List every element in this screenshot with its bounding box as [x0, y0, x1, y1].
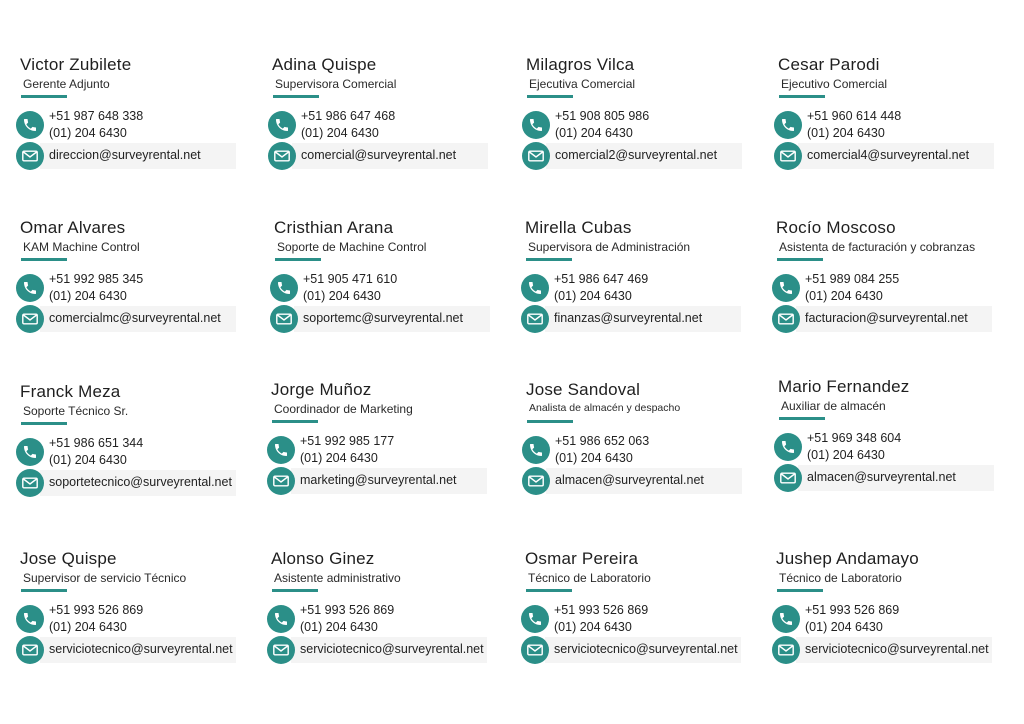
mail-icon [16, 305, 44, 333]
contact-role: Supervisora Comercial [275, 77, 397, 91]
contact-name: Osmar Pereira [525, 549, 639, 568]
contact-email[interactable]: almacen@surveyrental.net [807, 470, 956, 484]
mail-icon [16, 636, 44, 664]
contact-card [525, 218, 761, 358]
phone-icon [521, 274, 549, 302]
contact-role: Gerente Adjunto [23, 77, 110, 91]
mobile-number: +51 992 985 345 [49, 272, 144, 286]
mail-icon [16, 142, 44, 170]
contact-email[interactable]: soportemc@surveyrental.net [303, 311, 463, 325]
contact-email[interactable]: serviciotecnico@surveyrental.net [300, 642, 484, 656]
contact-card [271, 549, 507, 689]
phone-numbers [49, 435, 143, 469]
contact-name: Jorge Muñoz [271, 380, 372, 399]
phone-icon [16, 111, 44, 139]
contact-card [525, 549, 761, 689]
name-underline [21, 589, 67, 592]
name-underline [21, 95, 67, 98]
office-number: (01) 204 6430 [555, 451, 633, 465]
contact-card [776, 549, 1012, 689]
phone-numbers [303, 271, 397, 305]
contact-email[interactable]: serviciotecnico@surveyrental.net [554, 642, 738, 656]
contact-name: Cesar Parodi [778, 55, 880, 74]
phone-icon [522, 436, 550, 464]
name-underline [526, 258, 572, 261]
mobile-number: +51 989 084 255 [805, 272, 900, 286]
contact-name: Jushep Andamayo [776, 549, 919, 568]
mail-icon [268, 142, 296, 170]
mobile-number: +51 993 526 869 [300, 603, 395, 617]
contact-name: Milagros Vilca [526, 55, 635, 74]
contact-email[interactable]: serviciotecnico@surveyrental.net [805, 642, 989, 656]
mobile-number: +51 986 647 468 [301, 109, 396, 123]
name-underline [272, 420, 318, 423]
phone-icon [774, 433, 802, 461]
name-underline [21, 258, 67, 261]
mail-icon [521, 636, 549, 664]
office-number: (01) 204 6430 [49, 126, 127, 140]
contact-name: Franck Meza [20, 382, 121, 401]
contact-email[interactable]: direccion@surveyrental.net [49, 148, 201, 162]
contact-email[interactable]: facturacion@surveyrental.net [805, 311, 968, 325]
phone-icon [267, 605, 295, 633]
contact-card [526, 55, 762, 195]
contact-card [776, 218, 1012, 358]
phone-numbers [807, 430, 901, 464]
contact-email[interactable]: finanzas@surveyrental.net [554, 311, 703, 325]
office-number: (01) 204 6430 [805, 620, 883, 634]
name-underline [21, 422, 67, 425]
phone-numbers [805, 271, 899, 305]
contact-card [20, 218, 256, 358]
name-underline [273, 95, 319, 98]
mobile-number: +51 986 647 469 [554, 272, 649, 286]
contact-name: Alonso Ginez [271, 549, 375, 568]
name-underline [527, 95, 573, 98]
contact-card [778, 377, 1014, 517]
phone-icon [16, 274, 44, 302]
mobile-number: +51 986 651 344 [49, 436, 144, 450]
office-number: (01) 204 6430 [300, 620, 378, 634]
office-number: (01) 204 6430 [555, 126, 633, 140]
phone-numbers [554, 602, 648, 636]
name-underline [527, 420, 573, 423]
phone-icon [16, 605, 44, 633]
contact-email[interactable]: comercial2@surveyrental.net [555, 148, 718, 162]
contact-name: Victor Zubilete [20, 55, 132, 74]
contact-email[interactable]: soportetecnico@surveyrental.net [49, 475, 232, 489]
contact-role: Ejecutivo Comercial [781, 77, 888, 91]
mail-icon [267, 467, 295, 495]
contact-name: Jose Sandoval [526, 380, 641, 399]
mail-icon [270, 305, 298, 333]
contact-name: Cristhian Arana [274, 218, 394, 237]
office-number: (01) 204 6430 [49, 289, 127, 303]
name-underline [779, 95, 825, 98]
mobile-number: +51 960 614 448 [807, 109, 902, 123]
mobile-number: +51 987 648 338 [49, 109, 144, 123]
mobile-number: +51 969 348 604 [807, 431, 902, 445]
contact-role: Asistenta de facturación y cobranzas [779, 240, 976, 254]
office-number: (01) 204 6430 [805, 289, 883, 303]
phone-numbers [300, 602, 394, 636]
phone-icon [774, 111, 802, 139]
contact-role: Supervisor de servicio Técnico [23, 571, 187, 585]
phone-numbers [300, 433, 394, 467]
contact-card [20, 549, 256, 689]
contact-role: Soporte Técnico Sr. [23, 404, 129, 418]
name-underline [526, 589, 572, 592]
mail-icon [522, 467, 550, 495]
phone-icon [267, 436, 295, 464]
mail-icon [16, 469, 44, 497]
office-number: (01) 204 6430 [301, 126, 379, 140]
contact-email[interactable]: marketing@surveyrental.net [300, 473, 457, 487]
contact-role: Técnico de Laboratorio [779, 571, 902, 585]
contact-role: Supervisora de Administración [528, 240, 691, 254]
mobile-number: +51 993 526 869 [805, 603, 900, 617]
contact-card [272, 55, 508, 195]
phone-numbers [807, 108, 901, 142]
contact-name: Mario Fernandez [778, 377, 910, 396]
contact-card [778, 55, 1014, 195]
contact-role: Analista de almacén y despacho [529, 402, 681, 414]
contact-role: Soporte de Machine Control [277, 240, 427, 254]
contact-email[interactable]: serviciotecnico@surveyrental.net [49, 642, 233, 656]
name-underline [779, 417, 825, 420]
contact-card [20, 55, 256, 195]
mobile-number: +51 908 805 986 [555, 109, 650, 123]
office-number: (01) 204 6430 [554, 289, 632, 303]
name-underline [777, 589, 823, 592]
office-number: (01) 204 6430 [49, 620, 127, 634]
contact-name: Jose Quispe [20, 549, 117, 568]
contact-email[interactable]: comercial4@surveyrental.net [807, 148, 970, 162]
contact-card [274, 218, 510, 358]
contact-email[interactable]: almacen@surveyrental.net [555, 473, 704, 487]
phone-numbers [49, 108, 143, 142]
office-number: (01) 204 6430 [49, 453, 127, 467]
mobile-number: +51 993 526 869 [554, 603, 649, 617]
contact-name: Mirella Cubas [525, 218, 632, 237]
contact-email[interactable]: comercial@surveyrental.net [301, 148, 457, 162]
mobile-number: +51 993 526 869 [49, 603, 144, 617]
phone-numbers [555, 433, 649, 467]
mail-icon [772, 305, 800, 333]
contact-role: Técnico de Laboratorio [528, 571, 651, 585]
phone-numbers [805, 602, 899, 636]
phone-icon [16, 438, 44, 466]
phone-numbers [49, 271, 143, 305]
phone-icon [772, 274, 800, 302]
mail-icon [774, 464, 802, 492]
contact-name: Adina Quispe [272, 55, 377, 74]
office-number: (01) 204 6430 [303, 289, 381, 303]
phone-numbers [301, 108, 395, 142]
phone-icon [772, 605, 800, 633]
contact-role: KAM Machine Control [23, 240, 140, 254]
mobile-number: +51 992 985 177 [300, 434, 395, 448]
contact-card [20, 382, 256, 522]
phone-icon [521, 605, 549, 633]
office-number: (01) 204 6430 [807, 126, 885, 140]
contact-email[interactable]: comercialmc@surveyrental.net [49, 311, 221, 325]
mail-icon [772, 636, 800, 664]
contact-name: Rocío Moscoso [776, 218, 896, 237]
office-number: (01) 204 6430 [554, 620, 632, 634]
phone-numbers [554, 271, 648, 305]
phone-numbers [555, 108, 649, 142]
mobile-number: +51 986 652 063 [555, 434, 650, 448]
contact-card [526, 380, 762, 520]
contact-role: Asistente administrativo [274, 571, 401, 585]
office-number: (01) 204 6430 [807, 448, 885, 462]
contact-role: Auxiliar de almacén [781, 399, 886, 413]
name-underline [275, 258, 321, 261]
mobile-number: +51 905 471 610 [303, 272, 398, 286]
mail-icon [521, 305, 549, 333]
office-number: (01) 204 6430 [300, 451, 378, 465]
mail-icon [522, 142, 550, 170]
contact-card [271, 380, 507, 520]
phone-icon [268, 111, 296, 139]
mail-icon [774, 142, 802, 170]
phone-icon [270, 274, 298, 302]
name-underline [272, 589, 318, 592]
contact-role: Ejecutiva Comercial [529, 77, 636, 91]
phone-icon [522, 111, 550, 139]
mail-icon [267, 636, 295, 664]
contact-role: Coordinador de Marketing [274, 402, 413, 416]
phone-numbers [49, 602, 143, 636]
name-underline [777, 258, 823, 261]
contact-name: Omar Alvares [20, 218, 126, 237]
